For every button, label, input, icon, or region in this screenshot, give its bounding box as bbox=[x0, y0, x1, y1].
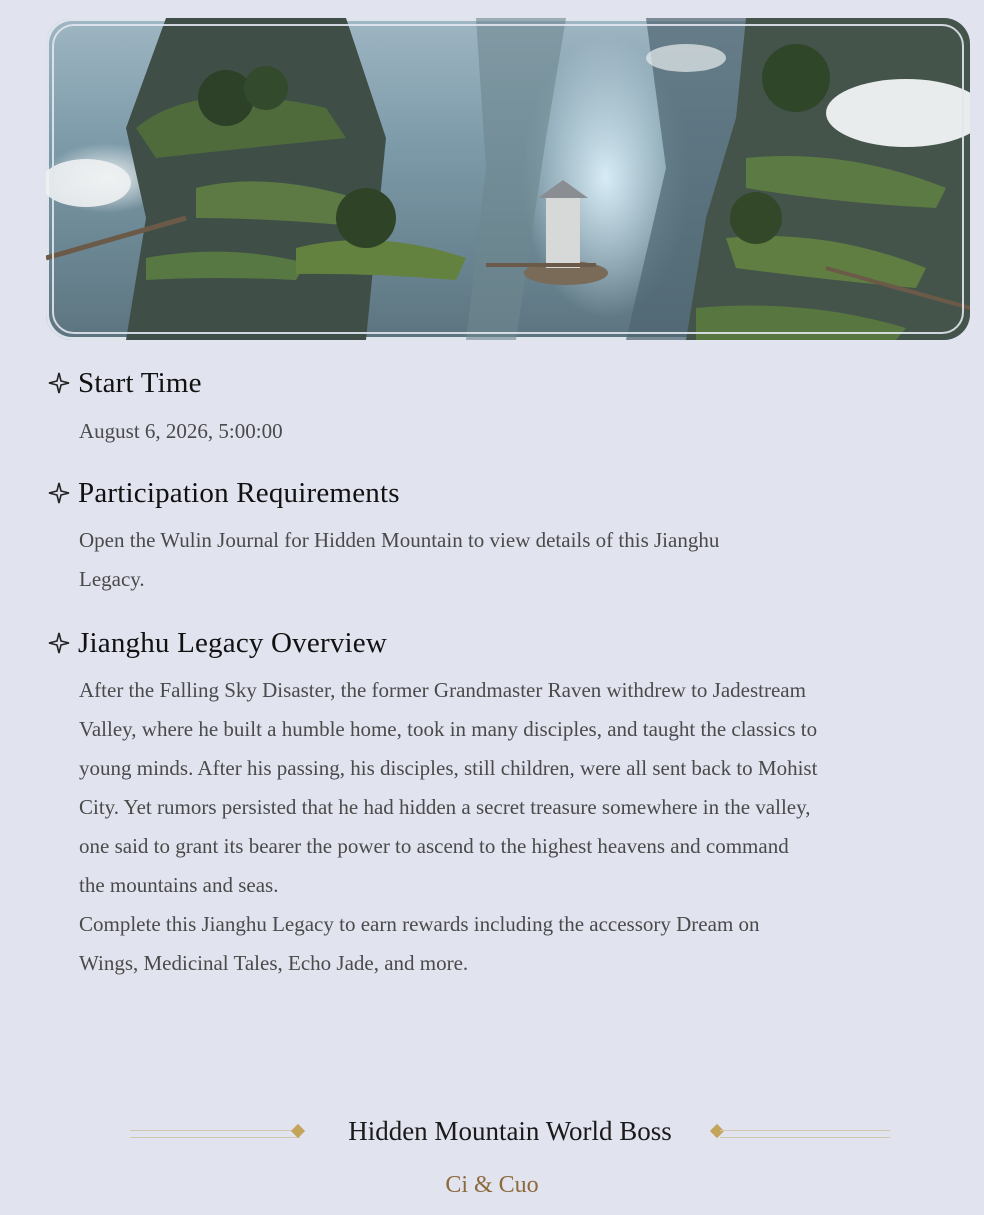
four-point-star-icon bbox=[48, 632, 70, 654]
overview-text bbox=[79, 671, 819, 983]
divider-line-right bbox=[720, 1130, 890, 1138]
world-boss-divider bbox=[130, 1112, 890, 1152]
world-boss-subtitle: Ci & Cuo bbox=[445, 1172, 539, 1198]
mountain-landscape-illustration bbox=[46, 18, 970, 340]
section-participation-requirements bbox=[48, 476, 848, 599]
requirements-text: Open the Wulin Journal for Hidden Mountain to view details of this Jianghu Legacy. bbox=[79, 528, 720, 591]
hero-banner-image bbox=[46, 18, 970, 340]
section-start-time bbox=[48, 366, 848, 451]
section-legacy-overview bbox=[48, 626, 848, 983]
four-point-star-icon bbox=[48, 372, 70, 394]
rewards-paragraph: Complete this Jianghu Legacy to earn rewards including the accessory Dream on Wings, Medicinal Tales, Echo Jade, and more. bbox=[79, 912, 760, 975]
world-boss-title: Hidden Mountain World Boss bbox=[348, 1116, 672, 1146]
four-point-star-icon bbox=[48, 482, 70, 504]
section-title: Start Time bbox=[78, 366, 202, 399]
section-title: Jianghu Legacy Overview bbox=[78, 626, 387, 659]
start-time-value: August 6, 2026, 5:00:00 bbox=[79, 419, 283, 443]
section-title: Participation Requirements bbox=[78, 476, 400, 509]
overview-paragraph: After the Falling Sky Disaster, the former Grandmaster Raven withdrew to Jadestream Valley, where he built a humble home, took in many disciples, and taught the classics to young minds. After his passing, his disciples, still children, were all sent back to Mohist City. Yet rumors persisted that he had hidden a secret treasure somewhere in the valley, one said to grant its bearer the power to ascend to the highest heavens and command the mountains and seas. bbox=[79, 678, 818, 897]
